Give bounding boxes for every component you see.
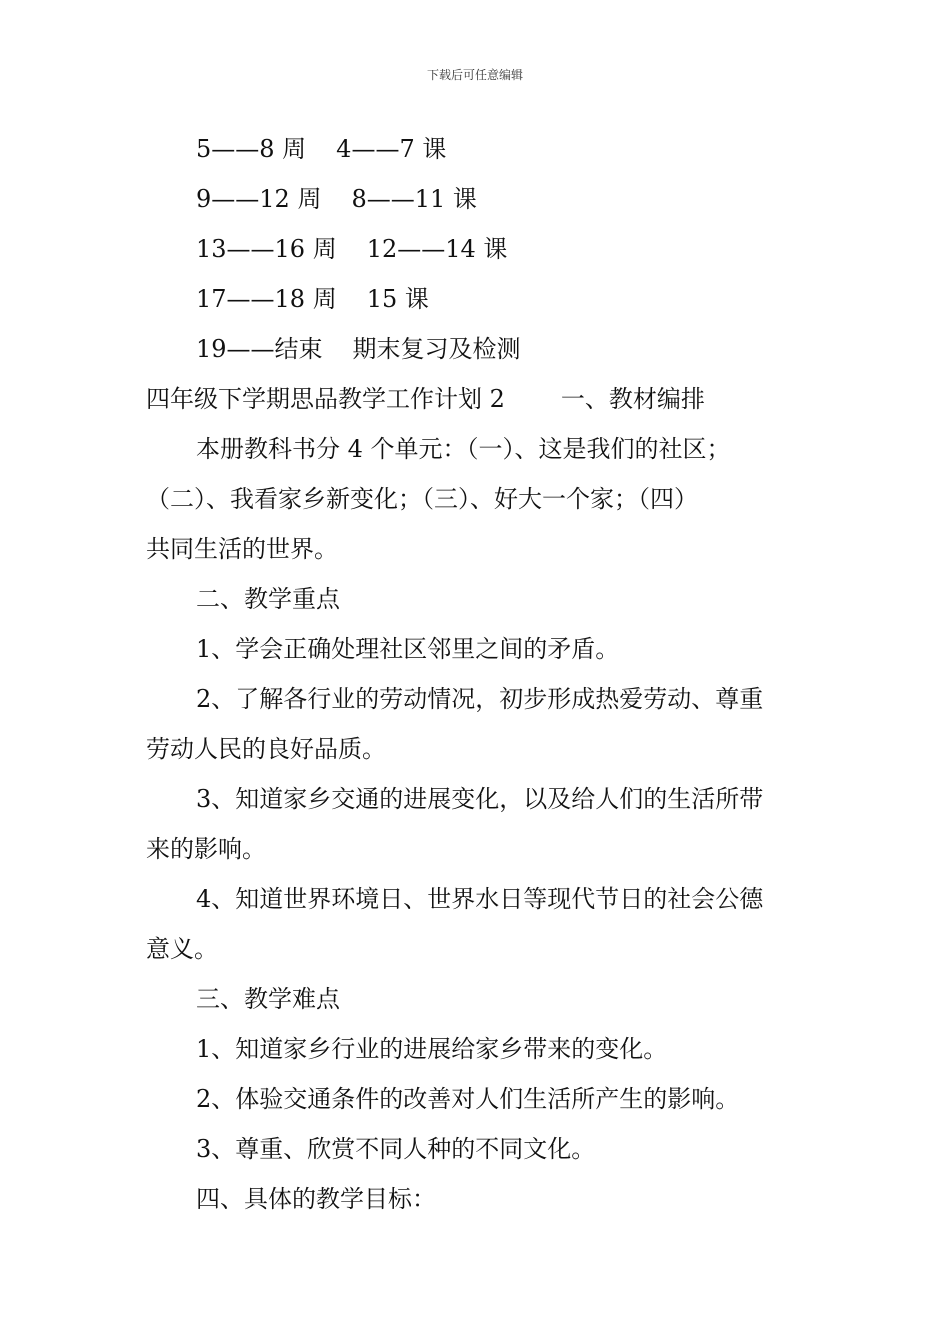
paragraph-line: 共同生活的世界。 — [146, 535, 338, 563]
key-point-line: 来的影响。 — [146, 835, 266, 863]
schedule-lessons: 12——14 课 — [366, 235, 508, 263]
section-heading-materials: 一、教材编排 — [560, 385, 705, 413]
schedule-lessons: 4——7 课 — [336, 135, 447, 163]
paragraph-line: （二）、我看家乡新变化；（三）、好大一个家；（四） — [146, 485, 698, 513]
schedule-lessons: 15 课 — [366, 285, 429, 313]
plan-title-line — [146, 374, 826, 424]
section-heading-difficulties: 三、教学难点 — [196, 985, 340, 1013]
key-point-line: 意义。 — [146, 935, 218, 963]
schedule-row — [146, 174, 826, 224]
schedule-lessons: 8——11 课 — [351, 185, 477, 213]
schedule-row — [146, 324, 826, 374]
section-heading-key-points: 二、教学重点 — [196, 585, 340, 613]
key-point-line: 3、知道家乡交通的进展变化，以及给人们的生活所带 — [196, 785, 764, 813]
page-header: 下载后可任意编辑 — [426, 68, 523, 82]
difficulty-line: 2、体验交通条件的改善对人们生活所产生的影响。 — [196, 1085, 740, 1113]
document-body — [146, 124, 826, 1224]
paragraph-line: 本册教科书分 4 个单元：（一）、这是我们的社区； — [196, 435, 731, 463]
difficulty-line: 3、尊重、欣赏不同人种的不同文化。 — [196, 1135, 596, 1163]
schedule-weeks: 19——结束 — [196, 335, 323, 363]
schedule-row — [146, 124, 826, 174]
key-point-line: 2、了解各行业的劳动情况，初步形成热爱劳动、尊重 — [196, 685, 764, 713]
schedule-weeks: 9——12 周 — [196, 185, 322, 213]
schedule-weeks: 13——16 周 — [196, 235, 337, 263]
plan-title: 四年级下学期思品教学工作计划 2 — [146, 385, 505, 413]
schedule-weeks: 5——8 周 — [196, 135, 307, 163]
schedule-row — [146, 224, 826, 274]
schedule-weeks: 17——18 周 — [196, 285, 337, 313]
schedule-row — [146, 274, 826, 324]
key-point-line: 劳动人民的良好品质。 — [146, 735, 386, 763]
difficulty-line: 1、知道家乡行业的进展给家乡带来的变化。 — [196, 1035, 668, 1063]
key-point-line: 1、学会正确处理社区邻里之间的矛盾。 — [196, 635, 620, 663]
schedule-lessons: 期末复习及检测 — [352, 335, 521, 363]
key-point-line: 4、知道世界环境日、世界水日等现代节日的社会公德 — [196, 885, 764, 913]
section-heading-objectives: 四、具体的教学目标： — [196, 1185, 436, 1213]
